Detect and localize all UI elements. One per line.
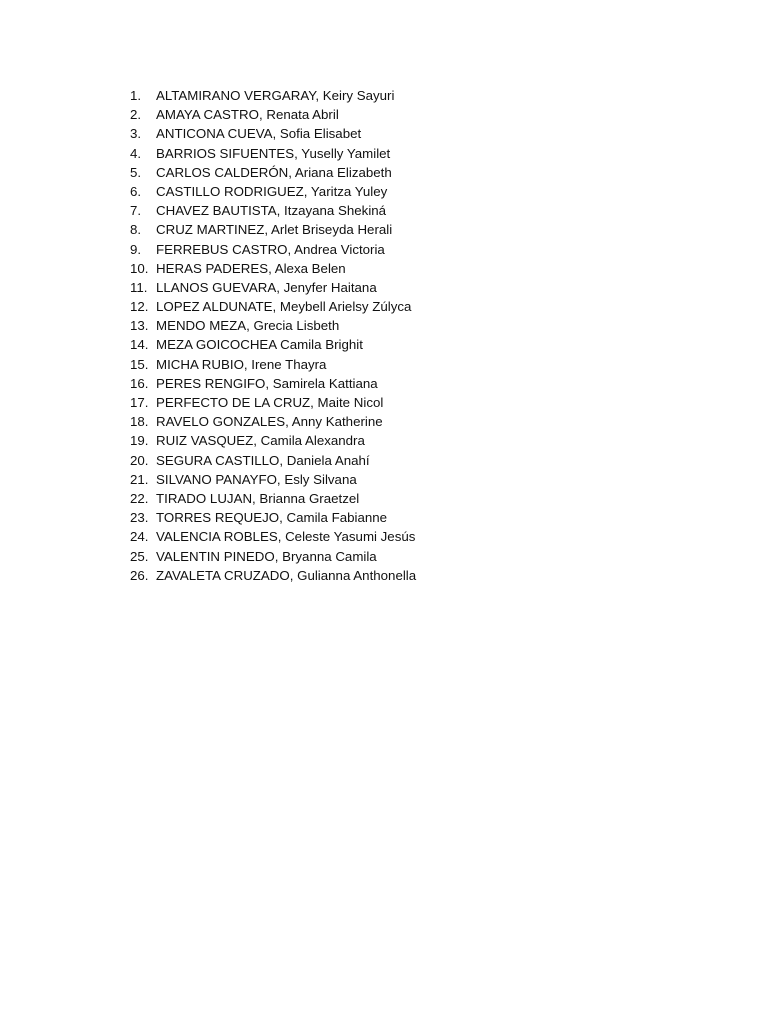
list-item-number: 24. [130, 529, 149, 545]
list-item-name: CASTILLO RODRIGUEZ, Yaritza Yuley [156, 183, 388, 199]
list-item-number: 18. [130, 414, 149, 430]
list-item-name: ANTICONA CUEVA, Sofia Elisabet [156, 126, 362, 142]
list-item [130, 124, 416, 143]
list-item [130, 86, 416, 105]
list-item-name: VALENCIA ROBLES, Celeste Yasumi Jesús [156, 529, 416, 545]
list-item-number: 8. [130, 222, 142, 238]
list-item [130, 451, 416, 470]
list-item-name: MEZA GOICOCHEA Camila Brighit [156, 337, 363, 353]
list-item-number: 17. [130, 395, 149, 410]
list-item-number: 16. [130, 375, 149, 391]
list-item [130, 163, 416, 182]
list-item-name: ALTAMIRANO VERGARAY, Keiry Sayuri [156, 88, 395, 103]
list-item-number: 14. [130, 337, 149, 353]
list-item-number: 25. [130, 548, 149, 564]
list-item-name: FERREBUS CASTRO, Andrea Victoria [156, 241, 385, 257]
list-item-name: ZAVALETA CRUZADO, Gulianna Anthonella [156, 567, 417, 583]
list-item [130, 470, 416, 489]
list-item-name: TIRADO LUJAN, Brianna Graetzel [156, 490, 360, 506]
list-item-number: 2. [130, 107, 142, 123]
list-item-number: 4. [130, 145, 142, 161]
list-item [130, 278, 416, 297]
list-item-name: HERAS PADERES, Alexa Belen [156, 260, 346, 276]
list-item-name: CARLOS CALDERÓN, Ariana Elizabeth [156, 164, 392, 180]
list-item-number: 5. [130, 164, 142, 180]
list-item [130, 335, 416, 354]
list-item [130, 316, 416, 335]
list-item-number: 1. [130, 88, 142, 103]
list-item-number: 3. [130, 126, 142, 142]
list-item [130, 105, 416, 124]
list-item [130, 508, 416, 527]
list-item [130, 220, 416, 239]
list-item [130, 412, 416, 431]
list-item-number: 26. [130, 567, 149, 583]
list-item-name: MENDO MEZA, Grecia Lisbeth [156, 318, 340, 334]
student-name-list [130, 86, 416, 585]
list-item [130, 489, 416, 508]
list-item [130, 355, 416, 374]
list-item-name: CHAVEZ BAUTISTA, Itzayana Shekiná [156, 203, 387, 219]
list-item [130, 566, 416, 585]
list-item-name: VALENTIN PINEDO, Bryanna Camila [156, 548, 377, 564]
list-item [130, 393, 416, 412]
list-item-number: 20. [130, 452, 149, 468]
list-item-name: PERFECTO DE LA CRUZ, Maite Nicol [156, 395, 384, 410]
list-item-number: 12. [130, 299, 149, 315]
list-item [130, 201, 416, 220]
list-item-name: SILVANO PANAYFO, Esly Silvana [156, 471, 357, 487]
list-item-number: 23. [130, 510, 149, 526]
list-item [130, 182, 416, 201]
list-item-number: 10. [130, 260, 149, 276]
list-item [130, 144, 416, 163]
list-item [130, 297, 416, 316]
list-item [130, 547, 416, 566]
list-item-number: 19. [130, 433, 149, 449]
list-item-name: SEGURA CASTILLO, Daniela Anahí [156, 452, 370, 468]
list-item-name: MICHA RUBIO, Irene Thayra [156, 356, 327, 372]
list-item-number: 11. [130, 279, 148, 295]
list-item-name: RUIZ VASQUEZ, Camila Alexandra [156, 433, 365, 449]
list-item-name: LLANOS GUEVARA, Jenyfer Haitana [156, 279, 377, 295]
list-item-name: BARRIOS SIFUENTES, Yuselly Yamilet [156, 145, 391, 161]
list-item [130, 374, 416, 393]
list-item-number: 7. [130, 203, 142, 219]
list-item-number: 21. [130, 471, 149, 487]
list-item [130, 431, 416, 450]
list-item-name: AMAYA CASTRO, Renata Abril [156, 107, 339, 123]
list-item-number: 15. [130, 356, 149, 372]
list-item-name: PERES RENGIFO, Samirela Kattiana [156, 375, 378, 391]
list-item-name: RAVELO GONZALES, Anny Katherine [156, 414, 383, 430]
list-item-number: 22. [130, 490, 149, 506]
list-item [130, 527, 416, 546]
list-item-name: TORRES REQUEJO, Camila Fabianne [156, 510, 388, 526]
list-item [130, 240, 416, 259]
list-item [130, 259, 416, 278]
list-item-number: 13. [130, 318, 149, 334]
list-item-name: LOPEZ ALDUNATE, Meybell Arielsy Zúlyca [156, 299, 412, 315]
list-item-name: CRUZ MARTINEZ, Arlet Briseyda Herali [156, 222, 393, 238]
list-item-number: 6. [130, 183, 142, 199]
list-item-number: 9. [130, 241, 142, 257]
